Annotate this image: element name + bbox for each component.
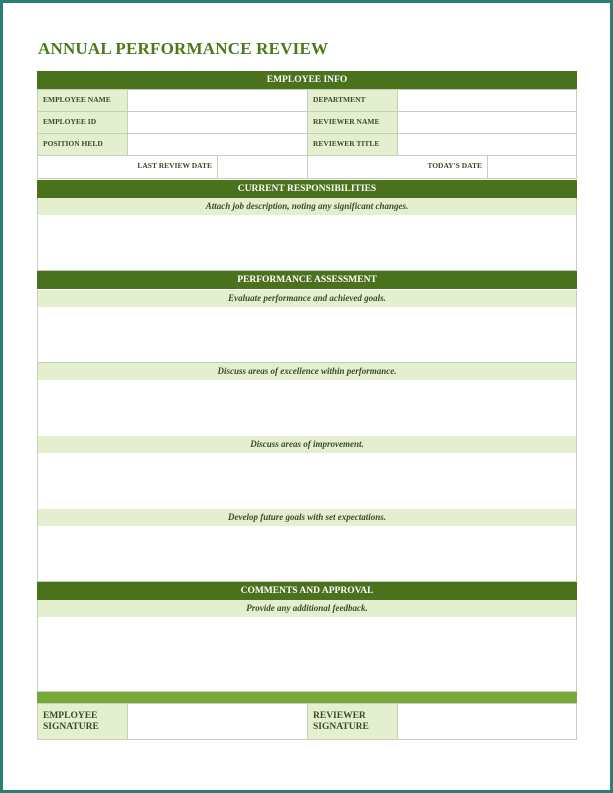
review-form-page <box>3 3 610 790</box>
reviewer-name-label: REVIEWER NAME <box>307 111 398 134</box>
assessment-improvement-text-area[interactable] <box>37 453 577 510</box>
last-review-date-label: LAST REVIEW DATE <box>37 155 218 179</box>
responsibilities-header: CURRENT RESPONSIBILITIES <box>37 180 577 198</box>
assessment-future-goals-text-area[interactable] <box>37 526 577 582</box>
department-field[interactable] <box>397 89 577 112</box>
todays-date-field[interactable] <box>487 155 577 179</box>
reviewer-title-field[interactable] <box>397 133 577 156</box>
assessment-header: PERFORMANCE ASSESSMENT <box>37 271 577 289</box>
responsibilities-text-area[interactable] <box>37 215 577 271</box>
todays-date-label: TODAY'S DATE <box>307 155 488 179</box>
employee-name-field[interactable] <box>127 89 308 112</box>
reviewer-title-label: REVIEWER TITLE <box>307 133 398 156</box>
employee-id-field[interactable] <box>127 111 308 134</box>
comments-header: COMMENTS AND APPROVAL <box>37 582 577 600</box>
employee-info-header: EMPLOYEE INFO <box>37 71 577 89</box>
assessment-instruction-improvement: Discuss areas of improvement. <box>37 436 577 453</box>
responsibilities-instruction: Attach job description, noting any significant changes. <box>37 198 577 215</box>
department-label: DEPARTMENT <box>307 89 398 112</box>
assessment-instruction-goals: Evaluate performance and achieved goals. <box>37 290 577 307</box>
reviewer-signature-label-line2: SIGNATURE <box>313 722 369 732</box>
employee-name-label: EMPLOYEE NAME <box>37 89 128 112</box>
page-title: ANNUAL PERFORMANCE REVIEW <box>38 39 329 58</box>
comments-instruction: Provide any additional feedback. <box>37 600 577 617</box>
signature-divider-bar <box>37 692 577 703</box>
assessment-goals-text-area[interactable] <box>37 307 577 363</box>
reviewer-signature-label-line1: REVIEWER <box>313 711 366 721</box>
employee-signature-label <box>37 703 128 740</box>
reviewer-name-field[interactable] <box>397 111 577 134</box>
reviewer-signature-field[interactable] <box>397 703 577 740</box>
comments-text-area[interactable] <box>37 617 577 692</box>
employee-id-label: EMPLOYEE ID <box>37 111 128 134</box>
position-held-field[interactable] <box>127 133 308 156</box>
last-review-date-field[interactable] <box>217 155 308 179</box>
assessment-instruction-future-goals: Develop future goals with set expectations. <box>37 509 577 526</box>
reviewer-signature-label <box>307 703 398 740</box>
position-held-label: POSITION HELD <box>37 133 128 156</box>
employee-signature-field[interactable] <box>127 703 308 740</box>
employee-signature-label-line2: SIGNATURE <box>43 722 99 732</box>
assessment-instruction-excellence: Discuss areas of excellence within performance. <box>37 363 577 380</box>
assessment-excellence-text-area[interactable] <box>37 380 577 437</box>
employee-signature-label-line1: EMPLOYEE <box>43 711 98 721</box>
